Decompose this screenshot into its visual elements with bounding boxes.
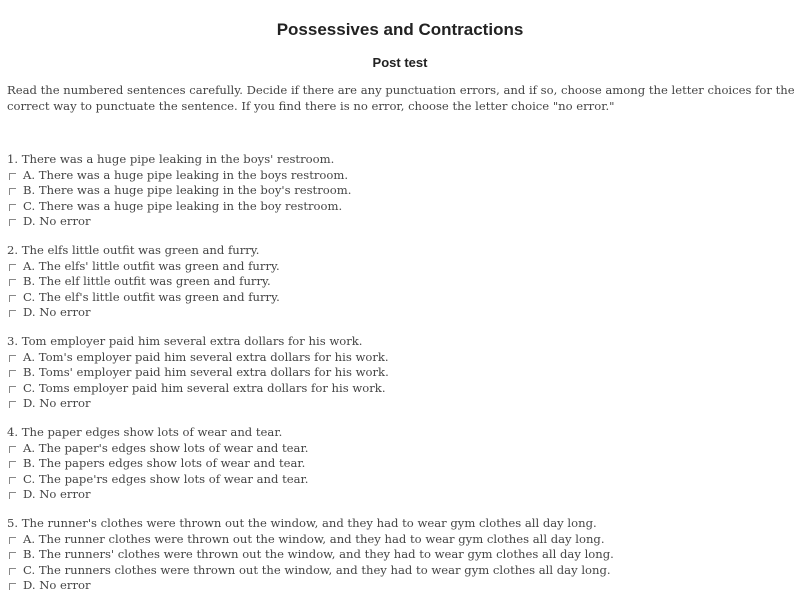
page-title: Possessives and Contractions: [276, 20, 524, 39]
option-label: A. The elfs' little outfit was green and furry.: [23, 258, 280, 273]
question-list: [7, 152, 797, 607]
option-label: C. Toms employer paid him several extra dollars for his work.: [23, 380, 386, 395]
answer-option[interactable]: [7, 290, 797, 306]
answer-option[interactable]: [7, 547, 797, 563]
option-label: B. Toms' employer paid him several extra dollars for his work.: [23, 365, 389, 379]
answer-option[interactable]: [7, 487, 797, 503]
radio-button-icon[interactable]: [9, 370, 16, 377]
answer-option[interactable]: [7, 274, 797, 290]
answer-option[interactable]: [7, 396, 797, 412]
option-label: A. There was a huge pipe leaking in the boys restroom.: [23, 167, 349, 182]
page-subtitle: Post test: [372, 55, 428, 70]
radio-button-icon[interactable]: [9, 219, 16, 226]
answer-option[interactable]: [7, 441, 797, 457]
radio-button-icon[interactable]: [9, 279, 16, 286]
answer-option[interactable]: [7, 365, 797, 381]
option-label: B. The runners' clothes were thrown out the window, and they had to wear gym clothes all day long.: [23, 547, 614, 561]
question-prompt: 5. The runner's clothes were thrown out the window, and they had to wear gym clothes all day long.: [7, 516, 597, 530]
answer-option[interactable]: [7, 259, 797, 275]
answer-option[interactable]: [7, 183, 797, 199]
radio-button-icon[interactable]: [9, 188, 16, 195]
option-label: D. No error: [23, 305, 91, 319]
radio-button-icon[interactable]: [9, 401, 16, 408]
answer-option[interactable]: [7, 214, 797, 230]
question: [7, 425, 797, 503]
answer-option[interactable]: [7, 472, 797, 488]
option-label: D. No error: [23, 578, 91, 592]
option-label: C. The runners clothes were thrown out the window, and they had to wear gym clothes all day long.: [23, 562, 611, 577]
radio-button-icon[interactable]: [9, 568, 16, 575]
option-label: B. The papers edges show lots of wear and tear.: [23, 456, 306, 470]
option-label: A. The runner clothes were thrown out the window, and they had to wear gym clothes all day long.: [23, 531, 605, 546]
option-label: B. The elf little outfit was green and furry.: [23, 274, 271, 288]
radio-button-icon[interactable]: [9, 173, 16, 180]
answer-option[interactable]: [7, 381, 797, 397]
answer-option[interactable]: [7, 563, 797, 579]
question-prompt: 2. The elfs little outfit was green and furry.: [7, 243, 260, 257]
instructions: Read the numbered sentences carefully. Decide if there are any punctuation errors, and if so, choose among the letter choices for the correct way to punctuate the sentence. If you find there is no error, choose the letter choice "no error.": [7, 83, 795, 113]
answer-option[interactable]: [7, 456, 797, 472]
radio-button-icon[interactable]: [9, 264, 16, 271]
option-label: A. Tom's employer paid him several extra dollars for his work.: [23, 349, 389, 364]
option-label: B. There was a huge pipe leaking in the boy's restroom.: [23, 183, 352, 197]
option-label: C. There was a huge pipe leaking in the boy restroom.: [23, 198, 343, 213]
question-prompt: 3. Tom employer paid him several extra dollars for his work.: [7, 334, 363, 348]
answer-option[interactable]: [7, 168, 797, 184]
question-prompt: 4. The paper edges show lots of wear and tear.: [7, 425, 283, 439]
question: [7, 334, 797, 412]
radio-button-icon[interactable]: [9, 583, 16, 590]
radio-button-icon[interactable]: [9, 461, 16, 468]
radio-button-icon[interactable]: [9, 537, 16, 544]
answer-option[interactable]: [7, 578, 797, 594]
option-label: D. No error: [23, 214, 91, 228]
radio-button-icon[interactable]: [9, 355, 16, 362]
question-prompt: 1. There was a huge pipe leaking in the boys' restroom.: [7, 152, 335, 166]
radio-button-icon[interactable]: [9, 204, 16, 211]
radio-button-icon[interactable]: [9, 552, 16, 559]
radio-button-icon[interactable]: [9, 477, 16, 484]
option-label: A. The paper's edges show lots of wear and tear.: [23, 440, 309, 455]
radio-button-icon[interactable]: [9, 295, 16, 302]
option-label: C. The pape'rs edges show lots of wear and tear.: [23, 471, 309, 486]
answer-option[interactable]: [7, 305, 797, 321]
radio-button-icon[interactable]: [9, 446, 16, 453]
option-label: D. No error: [23, 487, 91, 501]
question: [7, 152, 797, 230]
option-label: C. The elf's little outfit was green and furry.: [23, 289, 280, 304]
question: [7, 516, 797, 594]
answer-option[interactable]: [7, 350, 797, 366]
radio-button-icon[interactable]: [9, 386, 16, 393]
answer-option[interactable]: [7, 532, 797, 548]
radio-button-icon[interactable]: [9, 492, 16, 499]
answer-option[interactable]: [7, 199, 797, 215]
radio-button-icon[interactable]: [9, 310, 16, 317]
option-label: D. No error: [23, 396, 91, 410]
question: [7, 243, 797, 321]
